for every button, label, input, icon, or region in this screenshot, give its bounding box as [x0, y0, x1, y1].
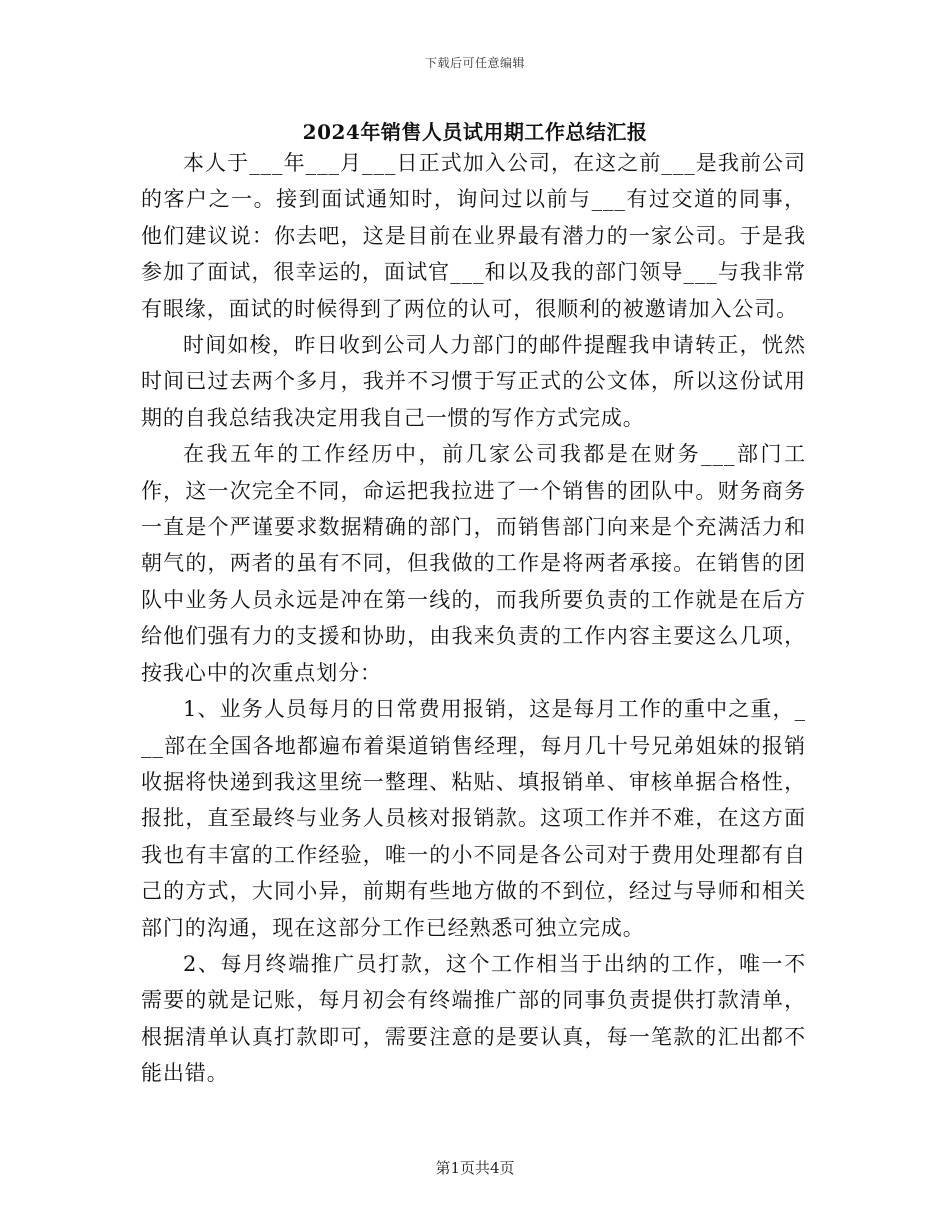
document-title: 2024年销售人员试用期工作总结汇报 [302, 120, 648, 144]
page-number-footer: 第1页共4页 [435, 1159, 515, 1177]
header-note: 下载后可任意编辑 [424, 56, 525, 70]
paragraph: 在我五年的工作经历中，前几家公司我都是在财务___部门工作，这一次完全不同，命运把我拉进了一个销售的团队中。财务商务一直是个严谨要求数据精确的部门，而销售部门向来是个充满活力和朝气的，两者的虽有不同，但我做的工作是将两者承接。在销售的团队中业务人员永远是冲在第一线的，而我所要负责的工作就是在后方给他们强有力的支援和协助，由我来负责的工作内容主要这么几项，按我心中的次重点划分： [141, 442, 806, 685]
document-body [141, 145, 806, 1092]
paragraph: 时间如梭，昨日收到公司人力部门的邮件提醒我申请转正，恍然时间已过去两个多月，我并不习惯于写正式的公文体，所以这份试用期的自我总结我决定用我自己一惯的写作方式完成。 [141, 333, 806, 430]
paragraph: 1、业务人员每月的日常费用报销，这是每月工作的重中之重，___部在全国各地都遍布着渠道销售经理，每月几十号兄弟姐妹的报销收据将快递到我这里统一整理、粘贴、填报销单、审核单据合格性，报批，直至最终与业务人员核对报销款。这项工作并不难，在这方面我也有丰富的工作经验，唯一的小不同是各公司对于费用处理都有自己的方式，大同小异，前期有些地方做的不到位，经过与导师和相关部门的沟通，现在这部分工作已经熟悉可独立完成。 [141, 697, 806, 940]
paragraph: 本人于___年___月___日正式加入公司，在这之前___是我前公司的客户之一。接到面试通知时，询问过以前与___有过交道的同事，他们建议说：你去吧，这是目前在业界最有潜力的一家公司。于是我参加了面试，很幸运的，面试官___和以及我的部门领导___与我非常有眼缘，面试的时候得到了两位的认可，很顺利的被邀请加入公司。 [141, 151, 806, 321]
paragraph: 2、每月终端推广员打款，这个工作相当于出纳的工作，唯一不需要的就是记账，每月初会有终端推广部的同事负责提供打款清单，根据清单认真打款即可，需要注意的是要认真，每一笔款的汇出都不能出错。 [141, 951, 806, 1086]
